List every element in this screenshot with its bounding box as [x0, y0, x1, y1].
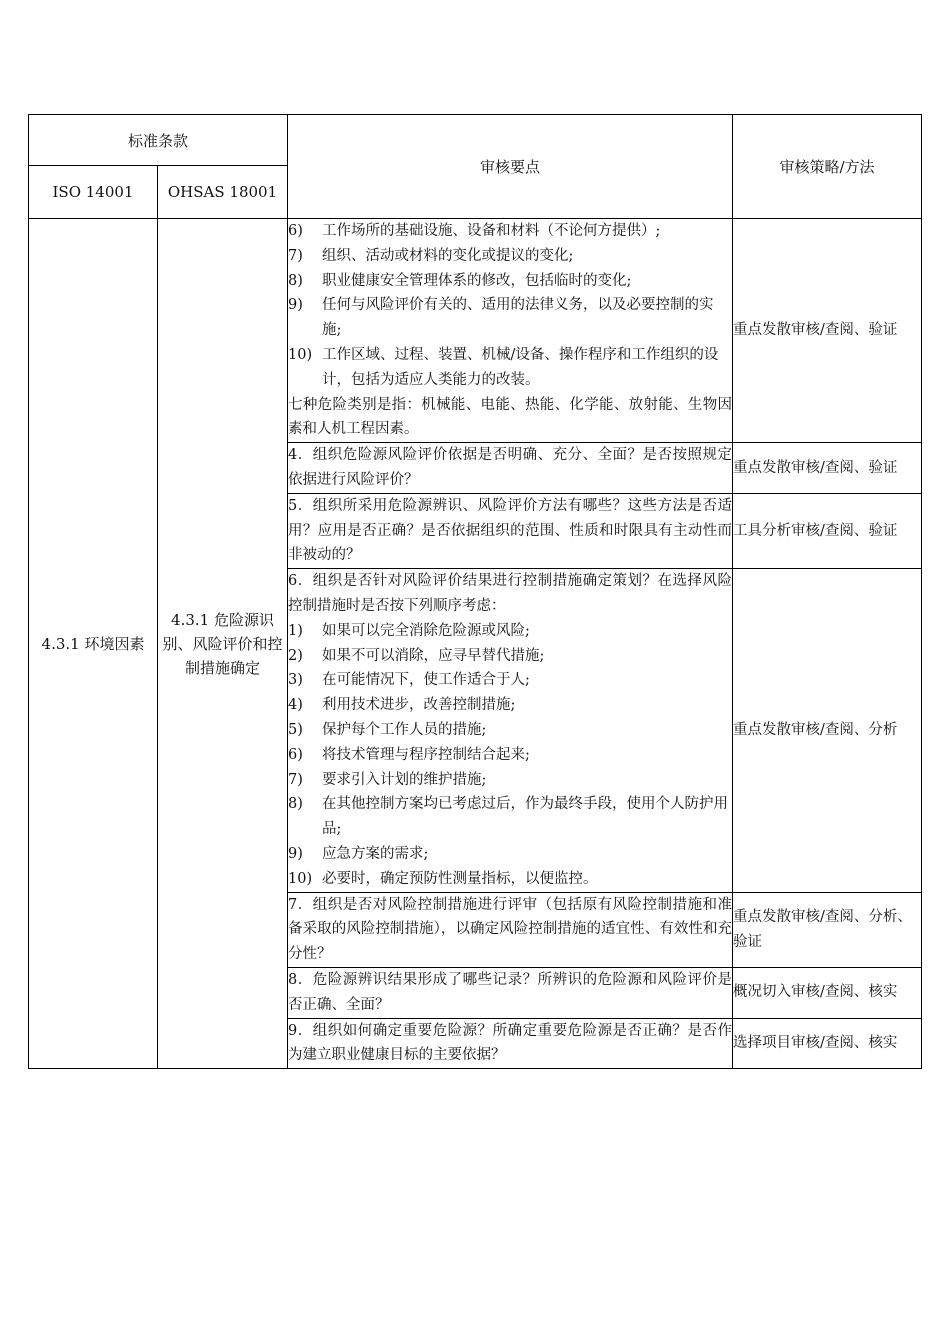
- list-item: 8) 职业健康安全管理体系的修改，包括临时的变化;: [288, 272, 632, 289]
- list-item: 6) 工作场所的基础设施、设备和材料（不论何方提供）;: [288, 223, 661, 239]
- audit-point-cell: 6．组织是否针对风险评价结果进行控制措施确定策划？在选择风险控制措施时是否按下列顺序考虑： 1) 如果可以完全消除危险源或风险; 2) 如果不可以消除，应寻早替代措施; 3) 在可能情况下，使工作适合于人; 4) 利用技术进步，改善控制措施; 5) 保护每个工作人员的措施; 6) 将技术管理与程序控制结合起来; 7) 要求引入计划的维护措施; 8) 在其他控制方案均已考虑过后，作为最终手段，使用个人防护用品; 9) 应急方案的需求; 10) 必要时，确定预防性测量指标，以便监控。: [288, 569, 733, 892]
- list-item: 3) 在可能情况下，使工作适合于人;: [288, 672, 530, 689]
- list-item: 1) 如果可以完全消除危险源或风险;: [288, 622, 530, 639]
- audit-method-cell: 工具分析审核/查阅、验证: [733, 493, 922, 568]
- list-item: 2) 如果不可以消除，应寻早替代措施;: [288, 647, 545, 664]
- audit-method-cell: 重点发散审核/查阅、验证: [733, 443, 922, 494]
- clause-ohsas-cell: 4.3.1 危险源识别、风险评价和控制措施确定: [158, 219, 288, 1069]
- list-item: 7) 组织、活动或材料的变化或提议的变化;: [288, 247, 574, 264]
- clause-iso-cell: 4.3.1 环境因素: [29, 219, 158, 1069]
- header-standard-clause: 标准条款: [29, 115, 288, 166]
- list-item: 7) 要求引入计划的维护措施;: [288, 771, 487, 788]
- table-row: [29, 219, 922, 443]
- list-item: 10) 必要时，确定预防性测量指标，以便监控。: [288, 870, 598, 887]
- audit-table: [28, 114, 922, 1069]
- audit-method-cell: 重点发散审核/查阅、分析: [733, 569, 922, 892]
- header-iso: ISO 14001: [29, 166, 158, 219]
- audit-method-cell: 重点发散审核/查阅、验证: [733, 219, 922, 443]
- list-item: 6) 将技术管理与程序控制结合起来;: [288, 746, 530, 763]
- audit-point-cell: 9．组织如何确定重要危险源？所确定重要危险源是否正确？是否作为建立职业健康目标的主要依据？: [288, 1018, 733, 1069]
- audit-point-cell: 5．组织所采用危险源辨识、风险评价方法有哪些？这些方法是否适用？应用是否正确？是否依据组织的范围、性质和时限具有主动性而非被动的？: [288, 493, 733, 568]
- list-item: 9) 应急方案的需求;: [288, 845, 429, 862]
- header-audit-points: 审核要点: [288, 115, 733, 219]
- header-ohsas: OHSAS 18001: [158, 166, 288, 219]
- audit-method-cell: 重点发散审核/查阅、分析、验证: [733, 892, 922, 967]
- list-item: 4) 利用技术进步，改善控制措施;: [288, 697, 516, 714]
- list-item: 5) 保护每个工作人员的措施;: [288, 721, 487, 738]
- audit-point-cell: 4．组织危险源风险评价依据是否明确、充分、全面？是否按照规定依据进行风险评价？: [288, 443, 733, 494]
- audit-point-note: 七种危险类别是指：机械能、电能、热能、化学能、放射能、生物因素和人机工程因素。: [288, 396, 733, 438]
- audit-method-cell: 概况切入审核/查阅、核实: [733, 967, 922, 1018]
- list-item: 8) 在其他控制方案均已考虑过后，作为最终手段，使用个人防护用品;: [288, 796, 729, 838]
- list-item: 9) 任何与风险评价有关的、适用的法律义务，以及必要控制的实施;: [288, 297, 714, 339]
- audit-point-cell: [288, 219, 733, 443]
- header-audit-method: 审核策略/方法: [733, 115, 922, 219]
- list-item: 10) 工作区域、过程、装置、机械/设备、操作程序和工作组织的设计，包括为适应人类能力的改装。: [288, 346, 719, 388]
- audit-method-cell: 选择项目审核/查阅、核实: [733, 1018, 922, 1069]
- audit-point-cell: 7．组织是否对风险控制措施进行评审（包括原有风险控制措施和准备采取的风险控制措施），以确定风险控制措施的适宜性、有效性和充分性？: [288, 892, 733, 967]
- header-row-top: [29, 115, 922, 166]
- audit-point-cell: 8．危险源辨识结果形成了哪些记录？所辨识的危险源和风险评价是否正确、全面？: [288, 967, 733, 1018]
